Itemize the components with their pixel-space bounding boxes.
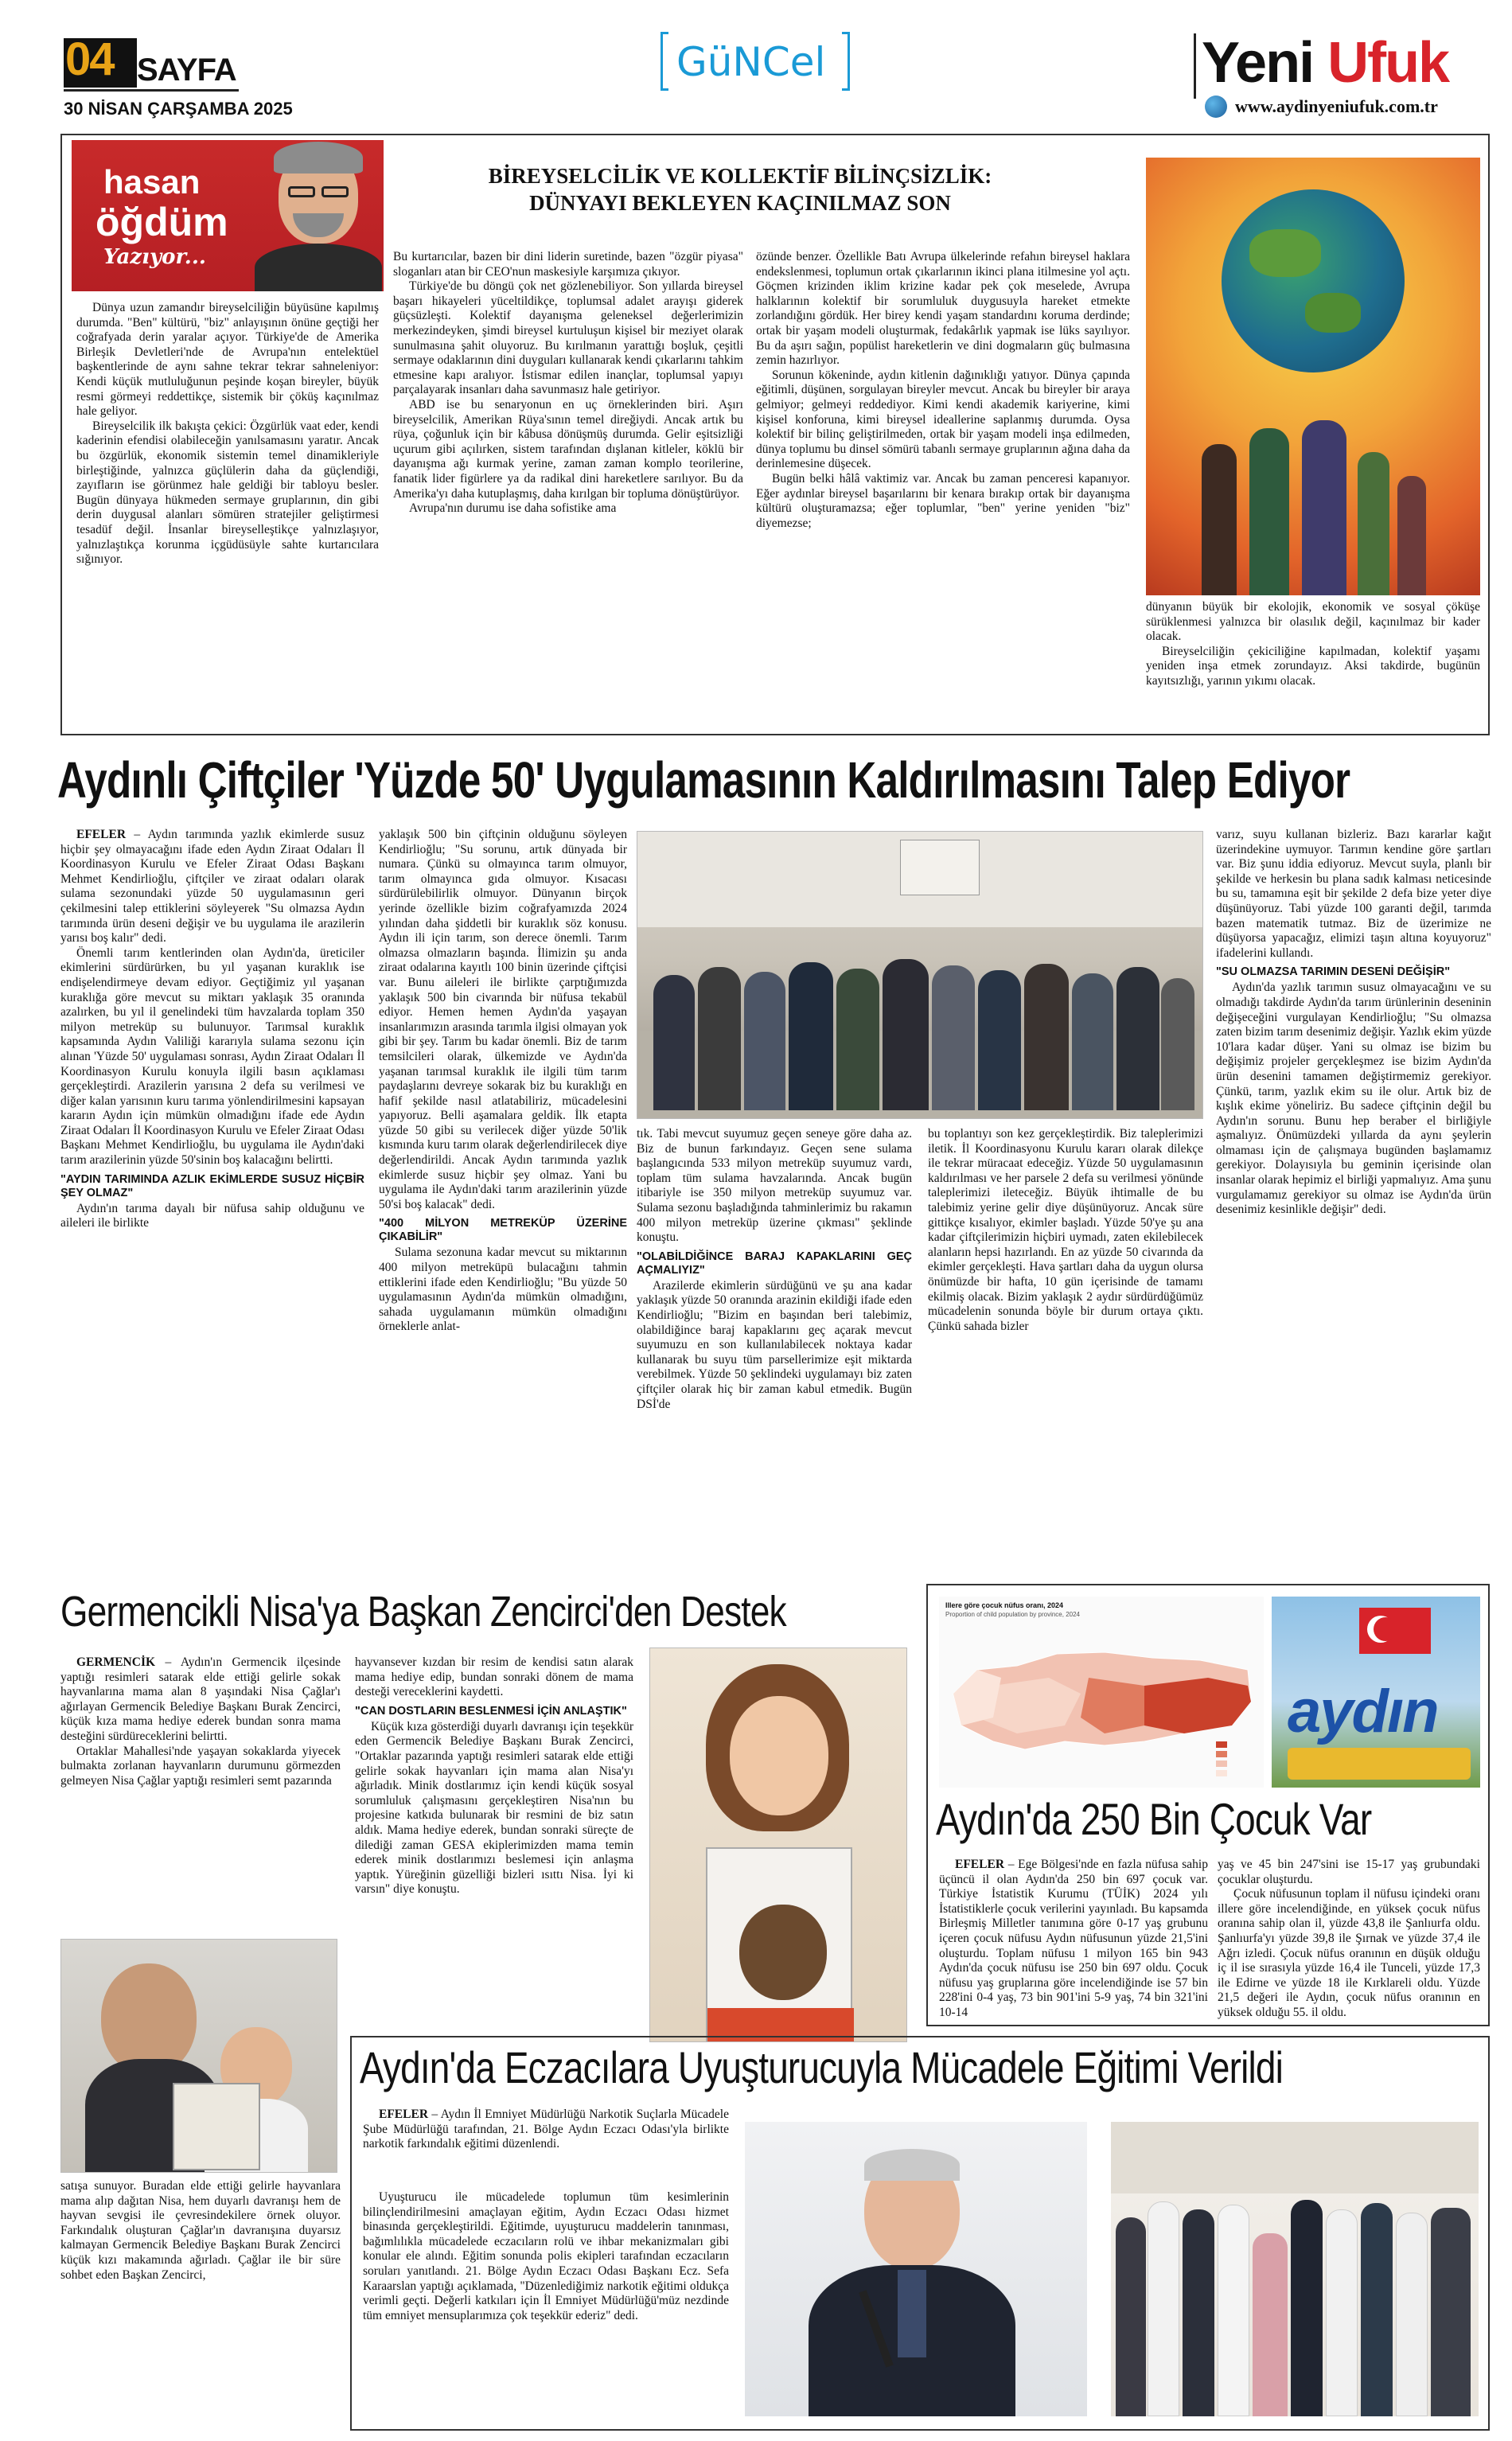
legend-swatch bbox=[1216, 1761, 1227, 1767]
brand-ufuk: Ufuk bbox=[1327, 31, 1449, 95]
dateline: GERMENCİK bbox=[76, 1655, 156, 1669]
farmers-paragraph: yaklaşık 500 bin çiftçinin olduğunu söyleyen Kendirlioğlu; "Su sorunu, artık dünyada bir numara. Çünkü su olmayınca tarım olmuyor, tarım olmayınca gıda olmuyor. Kısacası sürdürülebilirlik olmuyor. Dünyanın birçok yerinde özellikle bizim coğrafyamızda 2024 yılından daha şiddetli bir kuraklık söz konusu. Aydın ili için tarım, son derece önemli. Tarım olmazsa olmazların başında. İlimizin şu anda ziraat odalarına kayıtlı 100 binin üzerinde çiftçisi var. Bunu aileleri ile birlikte çarptığımızda yaklaşık 500 bin civarında bir nüfusa tekabül ediyor. Hemen hemen Aydın'da yaşayan insanlarımızın arasında tarımla ilgisi olmayan yok gibi bir şey. Tarım bu kadar önemli. Biz de tarım temsilcileri olarak, ülkemizde ve Aydın'da yaşanan tarımsal kuraklık ile ilgili tüm tarım paydaşlarını devreye sokarak biz bu kuraklığı en hafif şekilde nasıl atlatabiliriz, mücadelesini yapıyoruz. Belli aşamalara geldik. İlk etapta yüzde 50 gibi su verilecek diğer yüzde 50'lik kısmında kuru tarım olarak değerlendirilecek diye değerlendirildi. Ancak Aydın tarımında yazlık ekimlerde susuz hiçbir şey olmaz. Yani bu uygulama ile Aydın'daki tarım arazilerinin yüzde 50'si boş kalacak" dedi. bbox=[379, 828, 627, 1211]
brand-divider bbox=[1194, 33, 1196, 99]
nisa-girl-photo bbox=[649, 1647, 907, 2042]
brand-yeni: Yeni bbox=[1202, 31, 1314, 95]
page-number: 04 bbox=[65, 33, 114, 85]
farmers-paragraph: – Aydın tarımında yazlık ekimlerde susuz hiçbir şey olmayacağını ifade eden Aydın Ziraat Odaları İl Koordinasyon Kurulu ve Efeler Ziraat Odası Başkanı Mehmet Kendirlioğlu, çiftçiler ve ziraat odaları olarak sulama sezonundaki yüzde 50 uygulamasının geri çekilmesini talep ettiklerini söyleyerek "Su olmazsa Aydın tarımında ürün deseni değişir ve bu uygulama ile arazilerin yarısı boş kalır" dedi. bbox=[60, 828, 364, 946]
farmers-subheading: "OLABİLDİĞİNCE BARAJ KAPAKLARINI GEÇ AÇMALIYIZ" bbox=[637, 1250, 912, 1277]
farmers-group-photo bbox=[637, 831, 1203, 1119]
farmers-paragraph: tık. Tabi mevcut suyumuz geçen seneye göre daha az. Biz de bunun farkındayız. Geçen sene sulama başlangıcında 533 milyon metreküp suyumuz vardı, toplam tüm sulama havzalarında. Ancak bugün itibariyle ise 350 milyon metreküp suyumuz var. Sulama sezonu başladığında tahminlerimiz bu rakamın 400 milyon metreküp üzerine çıkması" şeklinde konuştu. bbox=[637, 1127, 912, 1245]
pharmacy-col-1 bbox=[363, 2108, 729, 2187]
aydin-sign-photo bbox=[1272, 1597, 1480, 1788]
map-caption: Proportion of child population by province, 2024 bbox=[945, 1611, 1080, 1618]
farmers-subheading: "SU OLMAZSA TARIMIN DESENİ DEĞİŞİR" bbox=[1216, 965, 1451, 979]
column-text-4 bbox=[1146, 600, 1480, 731]
aydin-sign-text: aydın bbox=[1288, 1678, 1438, 1745]
nisa-col-1 bbox=[60, 1655, 341, 1932]
children-col-1 bbox=[939, 1858, 1208, 2022]
column-text-1 bbox=[76, 301, 379, 731]
children-headline: Aydın'da 250 Bin Çocuk Var bbox=[936, 1794, 1372, 1844]
column-text-2 bbox=[393, 250, 743, 731]
column-title-line1: BİREYSELCİLİK VE KOLLEKTİF BİLİNÇSİZLİK: bbox=[488, 164, 992, 188]
columnist-photo bbox=[72, 140, 384, 291]
section-bracket-right bbox=[842, 32, 850, 91]
website-link[interactable]: www.aydinyeniufuk.com.tr bbox=[1235, 96, 1438, 116]
page-header bbox=[0, 0, 1512, 127]
pharmacy-paragraph: Uyuşturucu ile mücadelede toplumun tüm kesimlerinin bilinçlendirilmesini amaçlayan eğitim, Aydın Eczacı Odası hizmet binasında gerçekleştirildi. Eğitimde, uyuşturucu maddelerin tanınması, bağımlılıkla mücadelede eczacıların rolü ve ihbar mekanizmaları gibi konular ele alındı. Eğitim sonunda polis ekipleri tarafından eczacıların soruları yanıtlandı. 21. Bölge Aydın Eczacı Odası Başkanı Ecz. Sefa Karaarslan yaptığı açıklamada, "Düzenlediğimiz narkotik eğitimi oldukça verimli geçti. Değerli katkıları için İl Emniyet Müdürlüğü'müz nezdinde tüm emniyet mensuplarımıza çok teşekkür ederiz" dedi. bbox=[363, 2190, 729, 2322]
nisa-paragraph: – Aydın'ın Germencik ilçesinde yaptığı resimleri satarak elde ettiği gelirle sokak hayvanlarına mama alan 8 yaşındaki Nisa Çağlar'ı ağırlayan Germencik Belediye Başkanı Burak Zencirci, küçük kıza mama hediye ederek bundan sonra mama desteğini sürdüreceklerini belirtti. bbox=[60, 1655, 341, 1743]
globe-icon bbox=[1205, 96, 1227, 118]
column-paragraph: Bu kurtarıcılar, bazen bir dini liderin suretinde, bazen "özgür piyasa" sloganları atan bir CEO'nun maskesiyle karşımıza çıkıyor. bbox=[393, 250, 743, 279]
children-paragraph: – Ege Bölgesi'nde en fazla nüfusa sahip üçüncü il olan Aydın'da 250 bin 697 çocuk var. Türkiye İstatistik Kurumu (TÜİK) 2024 yılı İstatistiklerle çocuk verilerini yayınladı. Bu kapsamda Birleşmiş Milletler tanımına göre 0-17 yaş grubunu içeren çocuk nüfusu Aydın nüfusunun yüzde 21,5'ini oluşturdu. Toplam nüfusu 1 milyon 165 bin 943 Aydın'da çocuk nüfusu ise 250 bin 697 oldu. Çocuk nüfusu yaş gruplarına göre incelendiğinde ise 57 bin 228'ini 0-4 yaş, 73 bin 901'ini 5-9 yaş, 74 bin 321'ini 10-14 bbox=[939, 1858, 1208, 2019]
column-paragraph: Bireyselciliğin çekiciliğine kapılmadan, kolektif yaşamı yeniden inşa etmek zorundayız. Aksi takdirde, bugünün kayıtsızlığı, yarının yıkımı olacak. bbox=[1146, 644, 1480, 688]
dateline: EFELER bbox=[76, 828, 127, 841]
group-people bbox=[1116, 2186, 1474, 2416]
farmers-headline: Aydınlı Çiftçiler 'Yüzde 50' Uygulamasının Kaldırılmasını Talep Ediyor bbox=[57, 751, 1350, 809]
section-title: GüNCel bbox=[676, 39, 826, 85]
column-illustration bbox=[1146, 158, 1480, 595]
children-paragraph: Çocuk nüfusunun toplam il nüfusu içindeki oranı illere göre incelendiğinde, en yüksek çocuk nüfus oranına sahip olan il, yüzde 43,8 ile Şanlıurfa oldu. Şanlıurfa'yı yüzde 39,8 ile Şırnak ve yüzde 37,4 ile Ağrı izledi. Çocuk nüfus oranının en düşük olduğu iç il ise sırasıyla yüzde 16,4 ile Tunceli, yüzde 17,3 ile Edirne ve yüzde 18 ile Kırklareli oldu. Yüzde 21,5 değeri ile Aydın, çocuk nüfus oranının en yüksek olduğu 55. il oldu. bbox=[1218, 1887, 1480, 2019]
legend-swatch bbox=[1216, 1741, 1227, 1748]
farmers-col-1 bbox=[60, 828, 364, 1574]
column-paragraph: özünde benzer. Özellikle Batı Avrupa ülkelerinde refahın bireysel haklara endekslenmesi, toplumun ortak çıkarlarının ikinci plana itilmesine yol açtı. Göçmen krizinden iklim krizine kadar pek çok meselede, Avrupa halklarının kolektif bir sorumluluk duygusuyla hareket etmekte zorlandığını gördük. Her birey kendi yaşam standardını koruma derdinde; ortak bir yaşam modeli oluşturmak, fedakârlık yapmak ise lüks sayılıyor. Bu da aşırı sağın, popülist hareketlerin ve dini dogmaların güç bulmasına zemin hazırlıyor. bbox=[756, 250, 1130, 368]
column-title bbox=[398, 162, 1082, 216]
column-paragraph: dünyanın büyük bir ekolojik, ekonomik ve sosyal çöküşe sürüklenmesi yalnızca bir olasılık değil, kaçınılmaz bir kader olacak. bbox=[1146, 600, 1480, 644]
columnist-tag: Yazıyor... bbox=[103, 245, 206, 269]
column-paragraph: Avrupa'nın durumu ise daha sofistike ama bbox=[409, 501, 617, 516]
farmers-col-4 bbox=[928, 1127, 1203, 1574]
column-text-3 bbox=[756, 250, 1130, 731]
farmers-paragraph: Sulama sezonuna kadar mevcut su miktarının 400 milyon metreküpü bulacağını tahmin ettiklerini ifade eden Kendirlioğlu; "Bu yüzde 50 uygulamasının Aydın'da mümkün olmadığını, sahada uygulamanın mümkün olmadığını örneklerle anlat- bbox=[379, 1246, 627, 1334]
children-map-figure bbox=[939, 1597, 1264, 1788]
columnist-last-name: öğdüm bbox=[95, 200, 228, 244]
farmers-paragraph: Aydın'ın tarıma dayalı bir nüfusa sahip olduğunu ve aileleri ile birlikte bbox=[60, 1201, 364, 1230]
pharmacy-speaker-photo bbox=[745, 2122, 1087, 2416]
farmers-col-2 bbox=[379, 828, 627, 1574]
column-title-line2: DÜNYAYI BEKLEYEN KAÇINILMAZ SON bbox=[529, 191, 951, 215]
columnist-portrait bbox=[247, 140, 382, 291]
column-paragraph: Bugün belki hâlâ vaktimiz var. Ancak bu zaman penceresi kapanıyor. Eğer aydınlar bireysel başarılarını bir kenara bırakıp ortak bir dayanışma kültürü oluşturamazsa; eğer toplumlar, "ben" yerine yeniden "biz" diyemezse; bbox=[756, 471, 1130, 530]
publication-date: 30 NİSAN ÇARŞAMBA 2025 bbox=[64, 99, 293, 119]
brand-logo bbox=[1202, 32, 1448, 94]
column-paragraph: Bireyselcilik ilk bakışta çekici: Özgürlük vaat eder, kendi kaderinin efendisi olabileceğin yanılsamasını yaratır. Ancak bu özgürlük, ekonomik sistemin temel dinamikleriyle birleştiğinde, yalnızca güçlülerin daha da güçlendiği, zayıfların ise görünmez hale geldiği bir tabloyu besler. Bugün dünyaya hükmeden sermaye gruplarının, din gibi derin duygusal alanları sömüren stratejiler geliştirmesi tesadüf değil. İnsanlar bireyselleştikçe yalnızlaşıyor, yalnızlaştıkça korunma içgüdüsüyle sahte kurtarıcılara sığınıyor. bbox=[76, 419, 379, 567]
dog-food-bag bbox=[706, 1847, 852, 2042]
pharmacy-col-1b bbox=[363, 2190, 729, 2421]
farmers-col-5 bbox=[1216, 828, 1491, 1574]
farmers-paragraph: bu toplantıyı son kez gerçekleştirdik. Biz taleplerimizi iletik. İl Koordinasyonu Kurulu kararı olarak dilekçe ile tekrar müracaat edeceğiz. Yüzde 50 uygulamasının kaldırılması ve her parsele 2 defa su verilmesi yönünde taleplerimizi ileteceğiz. Büyük ihtimalle de bu talebimiz yerine gelir diye düşünüyoruz. Ancak süre gittikçe kısalıyor, ekimler başladı. Yüzde 50'ye şu ana kadar çiftçilerimizin hiçbiri uymadı, zaten ekilebilecek alanların hepsi hazırlandı. En az yüzde 50 civarında da ekimler gerçekleşti. Hava şartları daha da uygun olursa önümüzde bir hafta, 10 gün içerisinde de tamamı ekilmiş olacak. Bizim yaklaşık 2 aydır sürdürdüğümüz mücadelenin sonunda böyle bir durum ortaya çıktı. Çünkü sahada bizler bbox=[928, 1127, 1203, 1333]
pharmacy-headline: Aydın'da Eczacılara Uyuşturucuyla Mücadele Eğitimi Verildi bbox=[360, 2042, 1283, 2092]
group-people bbox=[653, 951, 1194, 1110]
legend-swatch bbox=[1216, 1751, 1227, 1757]
pharmacy-paragraph: – Aydın İl Emniyet Müdürlüğü Narkotik Suçlarla Mücadele Şube Müdürlüğü tarafından, 21. Bölge Aydın Eczacı Odası'yla birlikte narkotik farkındalık eğitimi düzenlendi. bbox=[363, 2108, 729, 2151]
nisa-col-2 bbox=[355, 1655, 633, 2101]
farmers-paragraph: Aydın'da yazlık tarımın susuz olmayacağını ve su olmadığı takdirde Aydın'da tarım ürünlerinin deseninin değişeceğini vurgulayan Kendirlioğlu; "Su olmazsa zaten bizim tarım desenimiz değişir. Yazlık ekim yüzde 10'lara kadar düşer. Yani su olmaz ise bizim bu değişimiz projeler gerçekleşmez ise bizim Aydın'da ürün desenini tamamen değiştirmemiz gerekiyor. Çünkü, tarım, yazlık ekim su ile olur. Artık biz de kışlık ekime yöneliriz. Bu sadece çiftçinin değil bu Aydın'ın sorunu. Bunu hep beraber el birliğiyle aşmalıyız. Önümüzdeki yıllarda da aynı şeylerin olmaması için de çalışmaya bugünden başlamamız gerekiyor. Dolayısıyla bu geminin içerisinde olan insanlar olarak hepimiz el birliği yapmalıyız. Ama şunu vurgulamamız gerekiyor su olmaz ise Aydın'da ürün desenimiz kesinlikle değişir" dedi. bbox=[1216, 981, 1491, 1217]
columnist-first-name: hasan bbox=[103, 163, 201, 201]
nisa-paragraph: hayvansever kızdan bir resim de kendisi satın alarak mama hediye edip, bundan sonraki dönem de mama desteği vereceklerini kaydetti. bbox=[355, 1655, 633, 1699]
farmers-paragraph: Önemli tarım kentlerinden olan Aydın'da, üreticiler ekimlerini sürdürürken, bu yıl yaşanan kuraklık ise endişelendirmeye devam ediyor. Geçtiğimiz yıl yaşanan kuraklığa göre mevcut su miktarı yaklaşık 35 oranında azalırken, bu yıl il genelindeki tüm havzalarda toplam 350 milyon metreküp su bulunuyor. Tarımsal kuraklık kapsamında Aydın Valiliği kararıyla sulama sezonu için alınan 'Yüzde 50' uygulaması sonrası, Aydın Ziraat Odaları İl Koordinasyon Kurulu konuyla ilgili basın açıklaması gerçekleştirdi. Arazilerin yarısına 2 defa su verilmesi ve diğer kalan yarısının kuru tarıma yönlendirilmesini kapsayan kararın Aydın için mümkün olmadığını ifade ede Aydın Ziraat Odaları İl Koordinasyon Kurulu ve Efeler Ziraat Odası Başkanı Mehmet Kendirlioğlu, bu uygulama ile Aydın'daki tarım arazilerinin yüzde 50'sinin boş kalacağını belirtti. bbox=[60, 946, 364, 1168]
nisa-paragraph: satışa sunuyor. Buradan elde ettiği gelirle hayvanlara mama alıp dağıtan Nisa, hem duyarlı davranışı hem de hayvan sevgisi ile çevresindekilere örnek oluyor. Farkındalık oluşturan Çağlar'ın davranışına duyarsız kalmayan Germencik Belediye Başkanı Burak Zencirci küçük kızı makamında ağırladı. Çağlar ile bir süre sohbet eden Başkan Zencirci, bbox=[60, 2179, 341, 2282]
nisa-col-1b bbox=[60, 2179, 341, 2418]
map-region bbox=[1144, 1678, 1251, 1733]
pharmacy-group-photo bbox=[1111, 2122, 1479, 2416]
nisa-subheading: "CAN DOSTLARIN BESLENMESİ İÇİN ANLAŞTIK" bbox=[355, 1704, 627, 1718]
children-paragraph: yaş ve 45 bin 247'sini ise 15-17 yaş grubundaki çocuklar oluşturdu. bbox=[1218, 1858, 1480, 1886]
header-underline bbox=[64, 89, 239, 92]
farmers-subheading: "400 MİLYON METREKÜP ÜZERİNE ÇIKABİLİR" bbox=[379, 1217, 627, 1244]
legend-swatch bbox=[1216, 1770, 1227, 1776]
farmers-paragraph: Arazilerde ekimlerin sürdüğünü ve şu ana kadar yaklaşık yüzde 50 oranında arazinin ekildiği ifade eden Kendirlioğlu; "Bizim en başından beri talebimiz, olabildiğince baraj kapaklarını geç açarak mevcut suyumuzu en son kullanılabilecek noktaya kadar kullanarak bu suyu tüm parsellerimize eşit miktarda verebilmek. Yüzde 50 şeklindeki uygulamayı biz zaten çiftçiler olarak hiç bir zaman kabul etmedik. Bugün DSİ'de bbox=[637, 1278, 912, 1411]
globe-illustration bbox=[1222, 189, 1405, 372]
farmers-subheading: "AYDIN TARIMINDA AZLIK EKİMLERDE SUSUZ HİÇBİR ŞEY OLMAZ" bbox=[60, 1172, 364, 1199]
page-label: SAYFA bbox=[137, 53, 236, 88]
nisa-headline: Germencikli Nisa'ya Başkan Zencirci'den Destek bbox=[60, 1588, 786, 1636]
section-bracket-left bbox=[661, 32, 668, 91]
map-title: Illere göre çocuk nüfus oranı, 2024 bbox=[945, 1601, 1064, 1609]
column-paragraph: ABD ise bu senaryonun en uç örneklerinden biri. Aşırı bireyselcilik, Amerikan Rüya'sının temel direğiydi. Ancak artık bu rüya, çoğunluk için bir kâbusa dönüşmüş durumda. Gelir eşitsizliği uçurum gibi açılırken, sistem tarafından dışlanan kitleler, köklü bir dayanışma ağı kurmak yerine, zaman zaman komplo teorilerine, fanatik lider figürlere ya da radikal dini hareketlere sarılıyor. Bu da Amerika'yı daha kutuplaşmış, daha kırılgan bir topluma dönüştürüyor. bbox=[393, 397, 743, 501]
nisa-paragraph: Küçük kıza gösterdiği duyarlı davranışı için teşekkür eden Germencik Belediye Başkanı Burak Zencirci, "Ortaklar pazarında yaptığı resimleri satarak elde ettiği gelirle sokak hayvanları için mama alan Nisa'yı ağırladık. Minik dostlarımız için kendi küçük sosyal sorumluluk çalışmasını gerçekleştiren Nisa'nın bu projesine katkıda bulunarak bir resmini de biz satın aldık. Mama hediye ederek, bundan sonraki süreçte de dilediği zaman GESA ekiplerimizden mama temin ederek minik dostlarımızı beslemesi için anlaşma yaptık. Yüreğinin güzelliği bizleri ısıttı Nisa. İyi ki varsın" diye konuştu. bbox=[355, 1719, 633, 1897]
children-col-2 bbox=[1218, 1858, 1480, 2022]
column-paragraph: Türkiye'de bu döngü çok net gözlenebiliyor. Son yıllarda bireysel başarı hikayeleri yüceltildikçe, toplumsal adalet arayışı giderek güçsüzleşti. Kolektif dayanışma geleneksel değerlerimizin merkezindeyken, şimdi bireysel kurtuluşun kişisel bir meziyet olarak sunulmasına şahit oluyoruz. Bu kırılmanın yarattığı boşluk, çeşitli sermaye odaklarının dini duyguları kullanarak kendi çıkarlarını tahkim etmesine kapı aralıyor. İstismar edilen inançlar, toplumsal yapıyı parçalayarak insanları daha savunmasız hale getiriyor. bbox=[393, 279, 743, 397]
dateline: EFELER bbox=[379, 2108, 429, 2121]
dateline: EFELER bbox=[955, 1858, 1005, 1871]
farmers-col-3 bbox=[637, 1127, 912, 1574]
farmers-paragraph: varız, suyu kullanan bizleriz. Bazı kararlar kağıt üzerindekine uymuyor. Tarımın kendine göre şartları var. Biz şunu iddia ediyoruz. Mevcut suyla, planlı bir şekilde ve herkesin bu plana sadık kalması neticesinde bu su, tamamına eşit bir şekilde 2 defa bize yeter diye düşünüyoruz. Tabi yüzde 100 garanti değil, tarımda bazen matematik tutmaz. Biz de üzerimize ne düşüyorsa yapacağız, elimizi taşın altına koyuyoruz" ifadelerini kullandı. bbox=[1216, 828, 1491, 960]
turkey-map bbox=[945, 1622, 1257, 1781]
nisa-paragraph: Ortaklar Mahallesi'nde yaşayan sokaklarda yiyecek bulmakta zorlanan hayvanların durumunu görmezden gelmeyen Nisa Çağlar yaptığı resimleri semt pazarında bbox=[60, 1744, 341, 1788]
column-paragraph: Sorunun kökeninde, aydın kitlenin dağınıklığı yatıyor. Dünya çapında eğitimli, düşünen, sorgulayan bireyler mevcut. Ancak bu bireyler bir araya gelmiyor; gelmeyi reddediyor. Kimi kendi akademik kariyerine, kimi kişisel konforuna, kimi bireysel ideallerine saplanmış durumda. Oysa kolektif bir bilinç geliştirilmeden, ortak bir yaşam modeli inşa edilmeden, dünya toplumu bu dinsel sömürü tabanlı sermaye gruplarının ağına daha da derinlemesine düşecek. bbox=[756, 368, 1130, 471]
column-paragraph: Dünya uzun zamandır bireyselciliğin büyüsüne kapılmış durumda. "Ben" kültürü, "biz" anlayışının önüne geçtiği her coğrafyada derin yaralar açıyor. Türkiye'de de Amerika Birleşik Devletleri'nde de Avrupa'nın entelektüel başkentlerinde de aynı sahne tekrar tekrar sahneleniyor: Kendi küçük mutluluğunun peşinde koşan bireyler, büyük resmi görmeyi reddettikçe, sistemik bir çöküş kaçınılmaz hale geliyor. bbox=[76, 301, 379, 419]
nisa-mayor-photo bbox=[60, 1939, 337, 2173]
